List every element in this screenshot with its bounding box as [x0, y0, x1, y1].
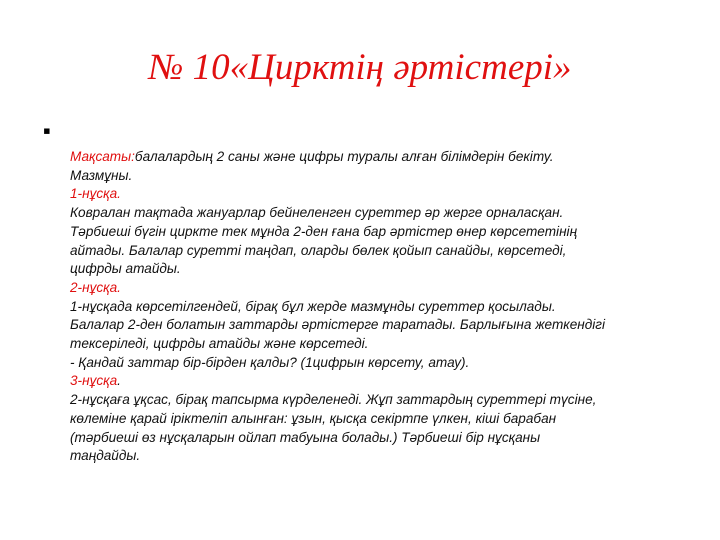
- content-label: Мазмұны.: [70, 167, 133, 183]
- variant3-line: 2-нұсқаға ұқсас, бірақ тапсырма күрделенеді. Жұп заттардың суреттері түсіне,: [70, 392, 597, 408]
- variant1-line: айтады. Балалар суретті таңдап, оларды бөлек қойып санайды, көрсетеді,: [70, 242, 567, 258]
- variant2-line: - Қандай заттар бір-бірден қалды? (1цифрын көрсету, атау).: [70, 354, 470, 370]
- variant3-line: таңдайды.: [70, 448, 141, 464]
- variant1-line: Ковралан тақтада жануарлар бейнеленген суреттер әр жерге орналасқан.: [70, 205, 564, 221]
- variant2-line: 1-нұсқада көрсетілгендей, бірақ бұл жерде мазмұнды суреттер қосылады.: [70, 298, 556, 314]
- goal-line: [70, 148, 605, 167]
- variant2-label: 2-нұсқа.: [70, 279, 121, 295]
- variant1-line: цифрды атайды.: [70, 261, 181, 277]
- slide-body: [70, 148, 605, 466]
- goal-text: балалардың 2 саны және цифры туралы алған білімдерін бекіту.: [134, 149, 554, 164]
- goal-label: Мақсаты:: [70, 149, 135, 164]
- variant3-line: көлеміне қарай іріктеліп алынған: ұзын, қысқа секіртпе үлкен, кіші барабан: [70, 410, 557, 426]
- variant2-line: тексеріледі, цифрды атайды және көрсетеді.: [70, 336, 369, 352]
- variant2-line: Балалар 2-ден болатын заттарды әртістерге таратады. Барлығына жеткендігі: [70, 317, 606, 333]
- variant3-line: (тәрбиеші өз нұсқаларын ойлап табуына болады.) Тәрбиеші бір нұсқаны: [70, 429, 541, 445]
- variant1-label: 1-нұсқа.: [70, 186, 121, 202]
- bullet-icon: ▪: [43, 118, 51, 143]
- variant3-label: 3-нұсқа: [70, 373, 118, 389]
- variant1-line: Тәрбиеші бүгін циркте тек мұнда 2-ден ғана бар әртістер өнер көрсететінің: [70, 223, 578, 239]
- slide-title: № 10«Цирктің әртістері»: [148, 47, 572, 88]
- variant3-label-line: 3-нұсқа.: [70, 373, 121, 389]
